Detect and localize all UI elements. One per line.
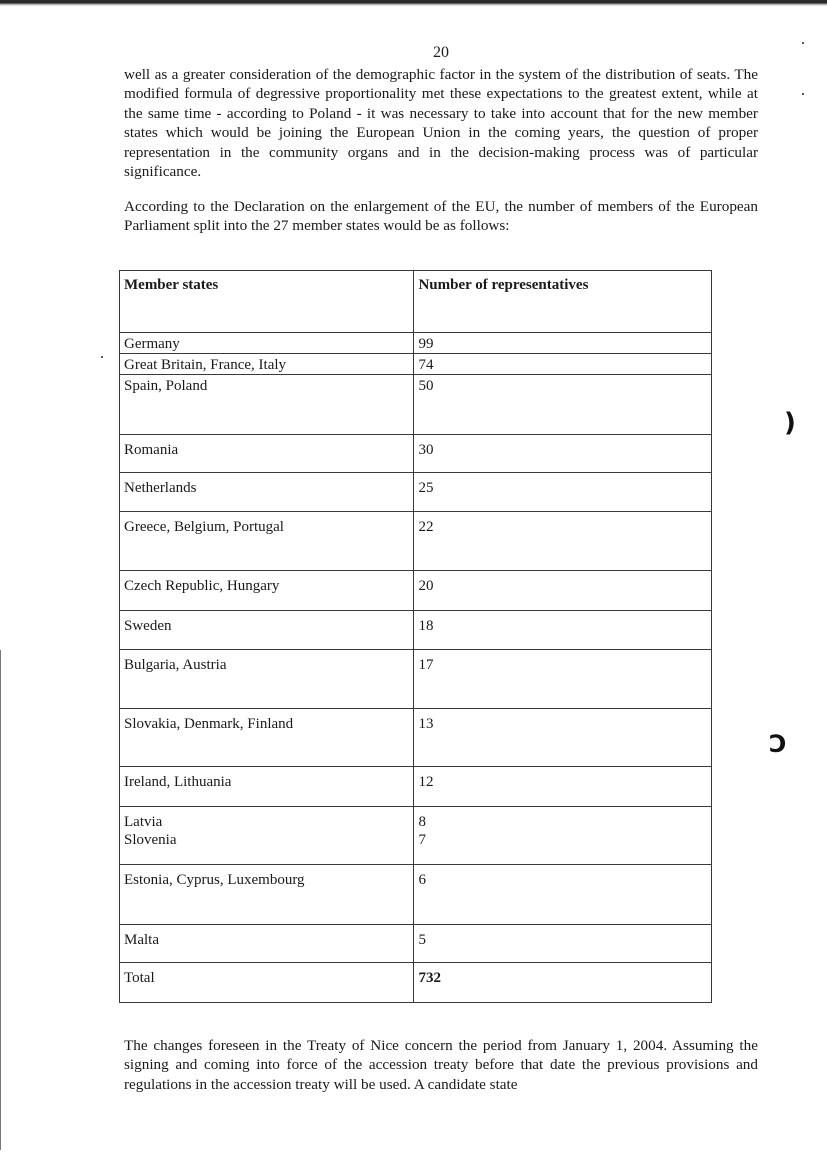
table-row xyxy=(120,354,712,375)
row-states: Slovakia, Denmark, Finland xyxy=(120,709,414,767)
scan-top-edge xyxy=(0,0,827,6)
row-value: 18 xyxy=(414,611,712,650)
table-total-row xyxy=(120,963,712,1003)
row-states: Greece, Belgium, Portugal xyxy=(120,512,414,571)
margin-mark-paren: ) xyxy=(784,408,796,438)
paragraph-intro: well as a greater consideration of the demographic factor in the system of the distribution of seats. The modified formula of degressive proportionality met these expectations to the greatest extent, while at the same time - according to Poland - it was necessary to take into account that for the new member states which would be joining the European Union in the coming years, the question of proper representation in the community organs and in the decision-making process was of particular significance. xyxy=(124,66,758,181)
row-states: Bulgaria, Austria xyxy=(120,650,414,709)
table-row xyxy=(120,333,712,354)
row-states: Malta xyxy=(120,925,414,963)
table-row xyxy=(120,807,712,865)
row-states: Sweden xyxy=(120,611,414,650)
row-value: 17 xyxy=(414,650,712,709)
row-states: Czech Republic, Hungary xyxy=(120,571,414,611)
row-states: Slovenia xyxy=(124,832,177,848)
table-row xyxy=(120,865,712,925)
table-row xyxy=(120,925,712,963)
margin-mark-hook: Ↄ xyxy=(769,730,787,758)
scan-left-edge xyxy=(0,650,1,1150)
row-value: 50 xyxy=(414,375,712,435)
table-row xyxy=(120,571,712,611)
table-row xyxy=(120,473,712,512)
page-number: 20 xyxy=(433,44,449,61)
row-value: 25 xyxy=(414,473,712,512)
row-states: Romania xyxy=(120,435,414,473)
row-states: Ireland, Lithuania xyxy=(120,767,414,807)
row-value: 13 xyxy=(414,709,712,767)
row-value-pair xyxy=(414,807,712,865)
row-states: Latvia xyxy=(124,814,163,830)
row-value: 5 xyxy=(414,925,712,963)
row-states: Germany xyxy=(120,333,414,354)
row-states-pair xyxy=(120,807,414,865)
row-value: 7 xyxy=(418,832,426,848)
header-number-of-representatives: Number of representatives xyxy=(414,271,712,333)
row-states: Netherlands xyxy=(120,473,414,512)
total-value: 732 xyxy=(414,963,712,1003)
row-value: 20 xyxy=(414,571,712,611)
table-row xyxy=(120,435,712,473)
row-value: 22 xyxy=(414,512,712,571)
row-value: 8 xyxy=(418,814,426,830)
speck-dot xyxy=(802,93,804,95)
speck-dot xyxy=(101,356,103,358)
row-value: 30 xyxy=(414,435,712,473)
row-states: Great Britain, France, Italy xyxy=(120,354,414,375)
header-member-states: Member states xyxy=(120,271,414,333)
paragraph-declaration: According to the Declaration on the enlargement of the EU, the number of members of the European Parliament split into the 27 member states would be as follows: xyxy=(124,198,758,235)
table-header-row xyxy=(120,271,712,333)
table-row xyxy=(120,375,712,435)
table-row xyxy=(120,650,712,709)
paragraph-treaty-of-nice: The changes foreseen in the Treaty of Nice concern the period from January 1, 2004. Assuming the signing and coming into force of the accession treaty before that date the previous provisions and regulations in the accession treaty will be used. A candidate state xyxy=(124,1037,758,1093)
row-value: 12 xyxy=(414,767,712,807)
total-label: Total xyxy=(120,963,414,1003)
row-states: Estonia, Cyprus, Luxembourg xyxy=(120,865,414,925)
row-value: 6 xyxy=(414,865,712,925)
table-row xyxy=(120,767,712,807)
table-row xyxy=(120,512,712,571)
row-value: 74 xyxy=(414,354,712,375)
row-states: Spain, Poland xyxy=(120,375,414,435)
speck-dot xyxy=(802,42,804,44)
seats-table xyxy=(119,270,712,1003)
table-row xyxy=(120,611,712,650)
row-value: 99 xyxy=(414,333,712,354)
table-row xyxy=(120,709,712,767)
